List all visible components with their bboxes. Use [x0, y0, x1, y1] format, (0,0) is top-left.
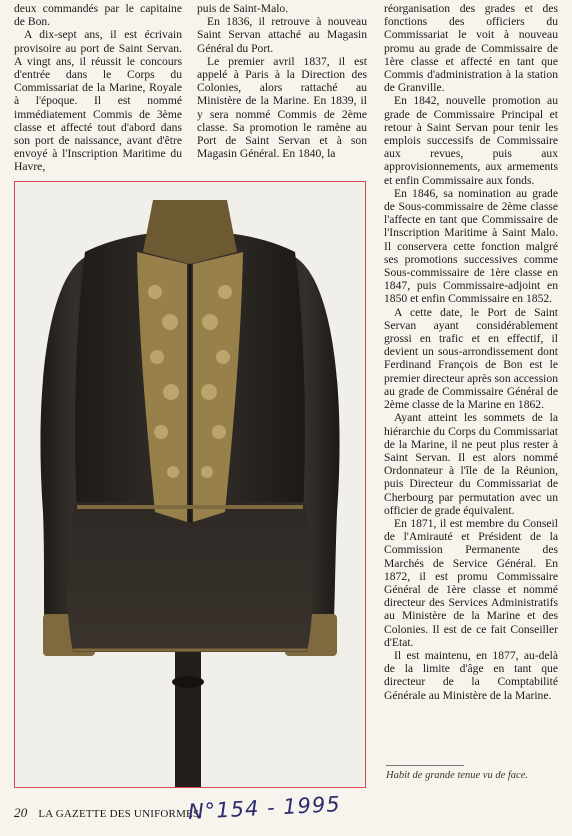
- photo-caption: Habit de grande tenue vu de face.: [386, 770, 528, 781]
- col2-paragraph: En 1836, il retrouve à nouveau Saint Servan attaché au Magasin Général du Port.: [197, 15, 367, 55]
- mannequin-stand: [175, 652, 201, 787]
- col3-paragraph: Il est maintenu, en 1877, au-delà de la limite d'âge en tant que directeur de la Comptabilité Générale au Ministère de la Marine.: [384, 648, 558, 702]
- col3-paragraph: réorganisation des grades et des fonctions des officiers du Commissariat le voit à nouveau promu au grade de Commissaire de 1ère classe et affecté en tant que Commis d'administration à la station de Granville.: [384, 2, 558, 95]
- col3-paragraph: En 1871, il est membre du Conseil de l'Amirauté et Président de la Commission Permanente des Marchés de Service Général. En 1872, il est promu Commissaire Général de 1ère classe et nommé directeur des Services Administratifs au Ministère de la Marine et des Colonies. Il est de ce fait Conseiller d'Etat.: [384, 516, 558, 649]
- col1-paragraph: deux commandés par le capitaine de Bon.: [14, 2, 182, 29]
- handwritten-issue-note: N°154 - 1995: [187, 792, 342, 824]
- text-column-3: [384, 2, 558, 702]
- col3-paragraph: En 1846, sa nomination au grade de Sous-commissaire de 2ème classe l'affecte en tant que Commissaire de l'Inscription Maritime à Saint Malo. Il conservera cette fonction malgré ses promotions successives comme Sous-commissaire de 1ère classe en 1847, puis Commissaire-adjoint en 1850 et enfin Commissaire en 1852.: [384, 186, 558, 306]
- embroidered-collar: [143, 200, 237, 264]
- col3-paragraph: Ayant atteint les sommets de la hiérarchie du Corps du Commissariat de la Marine, il ne peut plus rester à Saint Servan. Il est alors nommé Ordonnateur à l'île de la Réunion, puis Directeur du Commissariat de Cherbourg par permutation avec un officier de grade équivalent.: [384, 411, 558, 517]
- col3-paragraph: En 1842, nouvelle promotion au grade de Commissaire Principal et retour à Saint Servan pour tenir les emplois successifs de Commissaire aux revues, puis aux approvisionnements, aux armements et enfin Commissaire aux fonds.: [384, 94, 558, 187]
- page-number: 20: [14, 805, 28, 820]
- text-column-1: [14, 2, 182, 174]
- col3-paragraph: A cette date, le Port de Saint Servan ayant considérablement grossi en trafic et en effectif, il devient un sous-arrondissement dont Ferdinand François de Bon est le premier directeur après son accession au grade de Commissaire Général de 2ème classe de la Marine en 1862.: [384, 305, 558, 412]
- col2-paragraph: puis de Saint-Malo.: [197, 2, 289, 15]
- uniform-illustration: [15, 182, 365, 787]
- uniform-photo: [14, 181, 366, 788]
- col2-paragraph: Le premier avril 1837, il est appelé à Paris à la Direction des Colonies, alors rattaché au Ministère de la Marine. En 1839, il y sera nommé Commis de 2ème classe. Sa promotion le ramène au Port de Saint Servan et à son Magasin Général. En 1840, la: [197, 54, 367, 161]
- coat-skirt: [67, 502, 313, 652]
- col1-paragraph: A dix-sept ans, il est écrivain provisoire au port de Saint Servan. A vingt ans, il réussit le concours d'entrée dans le Corps du Commissariat de la Marine, Royale à l'époque. Il est nommé immédiatement Commis de 3ème classe et affecté tout d'abord dans son port de naissance, avant d'être envoyé à l'Inscription Maritime du Havre,: [14, 28, 182, 174]
- magazine-title: LA GAZETTE DES UNIFORMES: [38, 808, 200, 820]
- caption-rule: [386, 765, 464, 766]
- text-column-2: [197, 2, 367, 160]
